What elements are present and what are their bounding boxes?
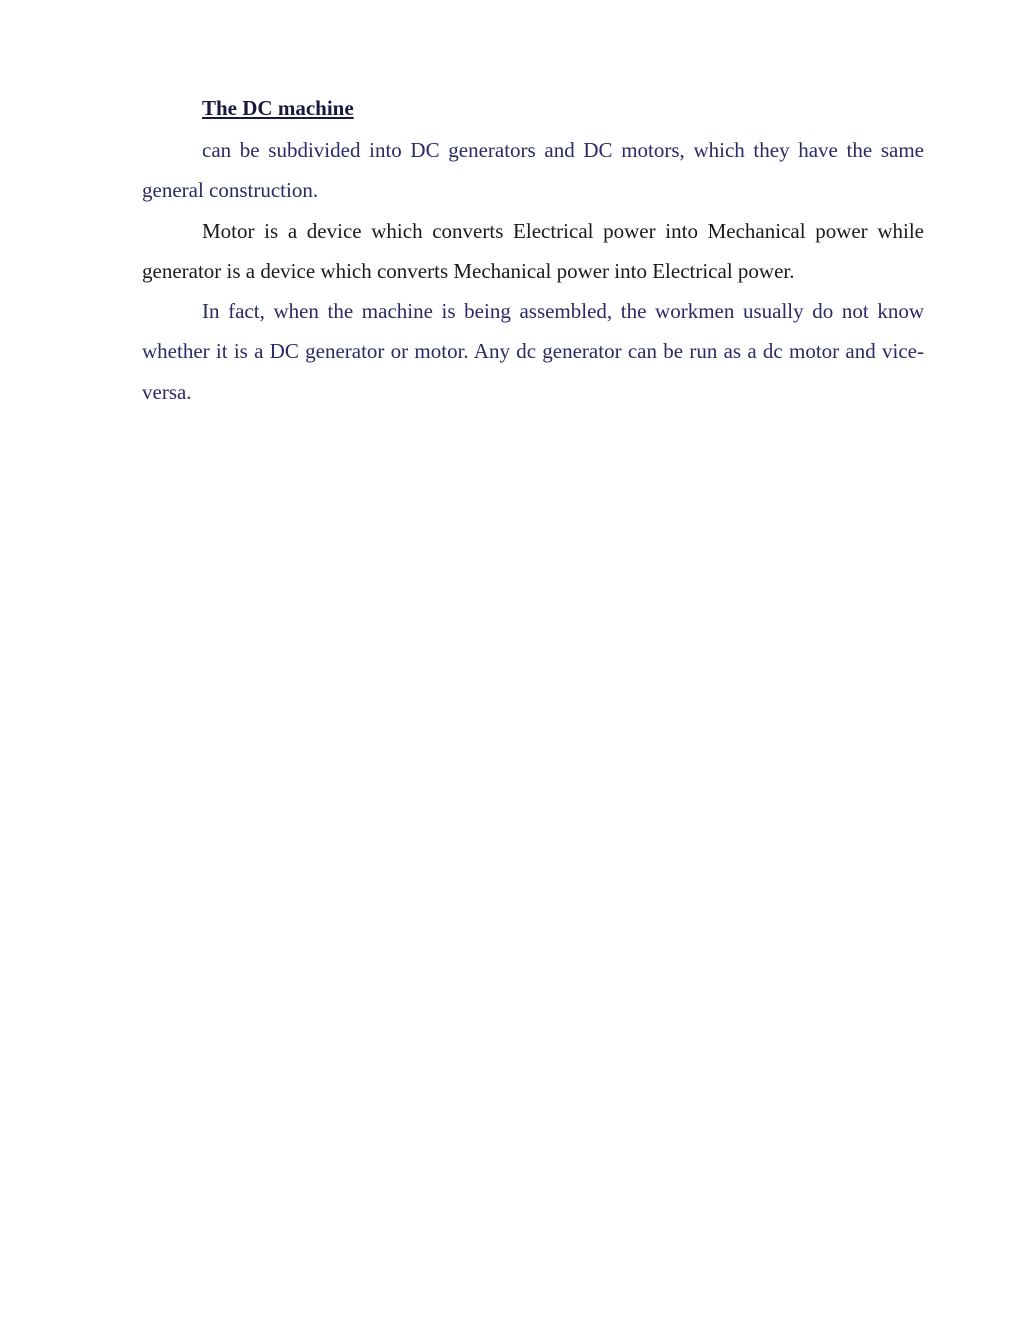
paragraph-assembly-fact: In fact, when the machine is being assembled, the workmen usually do not know whether it is a DC generator or motor. Any dc generator can be run as a dc motor and vice-versa. [142,299,924,404]
document-body [142,90,924,412]
section-heading: The DC machine [202,96,354,120]
paragraph-subdivision: can be subdivided into DC generators and DC motors, which they have the same general construction. [142,138,924,203]
paragraph-motor-generator-definition: Motor is a device which converts Electrical power into Mechanical power while generator is a device which converts Mechanical power into Electrical power. [142,218,924,283]
